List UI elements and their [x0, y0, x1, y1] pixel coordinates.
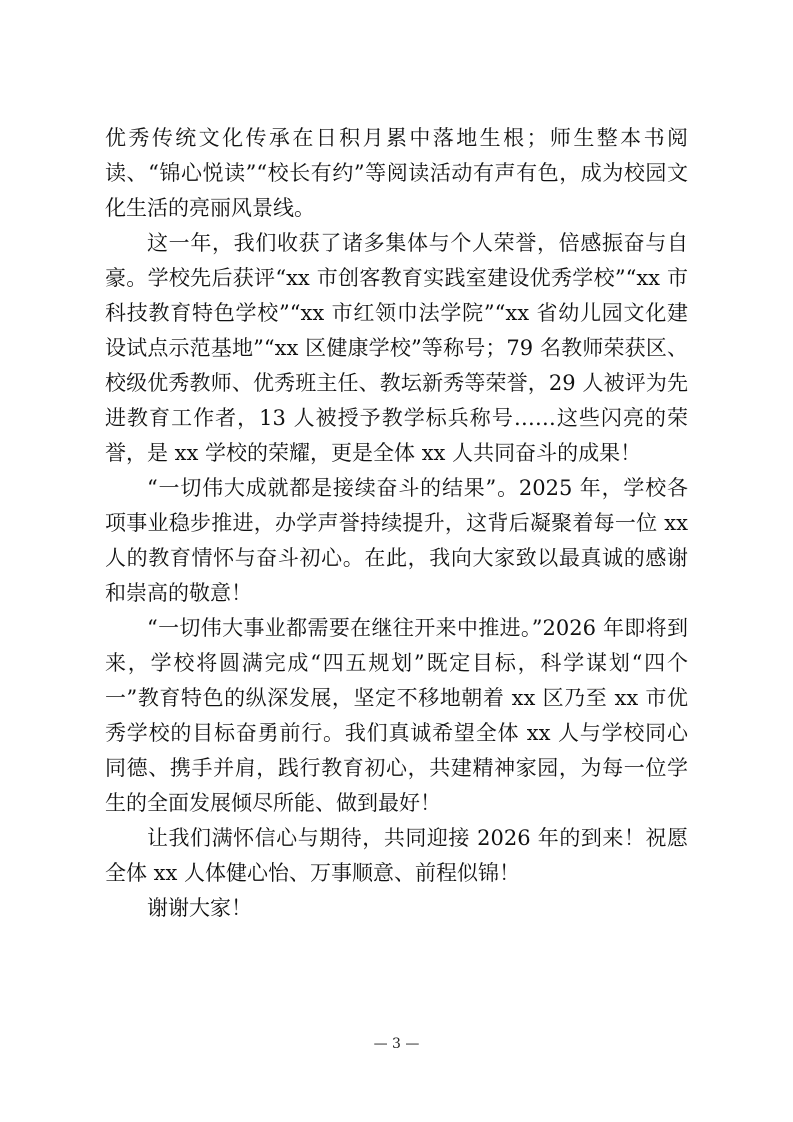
paragraph-continued: 优秀传统文化传承在日积月累中落地生根；师生整本书阅读、“锦心悦读”“校长有约”等阅读活动有声有色，成为校园文化生活的亮丽风景线。 [105, 126, 688, 220]
paragraph-thanks: 谢谢大家！ [147, 896, 252, 920]
paragraph-achievements: “一切伟大成就都是接续奋斗的结果”。2025 年，学校各项事业稳步推进，办学声誉持续提升，这背后凝聚着每一位 xx 人的教育情怀与奋斗初心。在此，我向大家致以最真诚的感谢和崇高的敬意！ [105, 476, 688, 605]
paragraph-future: “一切伟大事业都需要在继往开来中推进。”2026 年即将到来，学校将圆满完成“四五规划”既定目标，科学谋划“四个一”教育特色的纵深发展，坚定不移地朝着 xx 区乃至 xx 市优秀学校的目标奋勇前行。我们真诚希望全体 xx 人与学校同心同德、携手并肩，践行教育初心，共建精神家园，为每一位学生的全面发展倾尽所能、做到最好！ [105, 616, 688, 815]
paragraph-wishes: 让我们满怀信心与期待，共同迎接 2026 年的到来！祝愿全体 xx 人体健心怡、万事顺意、前程似锦！ [105, 826, 688, 885]
document-body [105, 121, 688, 926]
page-number: — 3 — [373, 1036, 420, 1052]
paragraph-honors: 这一年，我们收获了诸多集体与个人荣誉，倍感振奋与自豪。学校先后获评“xx 市创客教育实践室建设优秀学校”“xx 市科技教育特色学校”“xx 市红领巾法学院”“xx 省幼儿园文化建设试点示范基地”“xx 区健康学校”等称号；79 名教师荣获区、校级优秀教师、优秀班主任、教坛新秀等荣誉，29 人被评为先进教育工作者，13 人被授予教学标兵称号……这些闪亮的荣誉，是 xx 学校的荣耀，更是全体 xx 人共同奋斗的成果！ [105, 231, 688, 465]
